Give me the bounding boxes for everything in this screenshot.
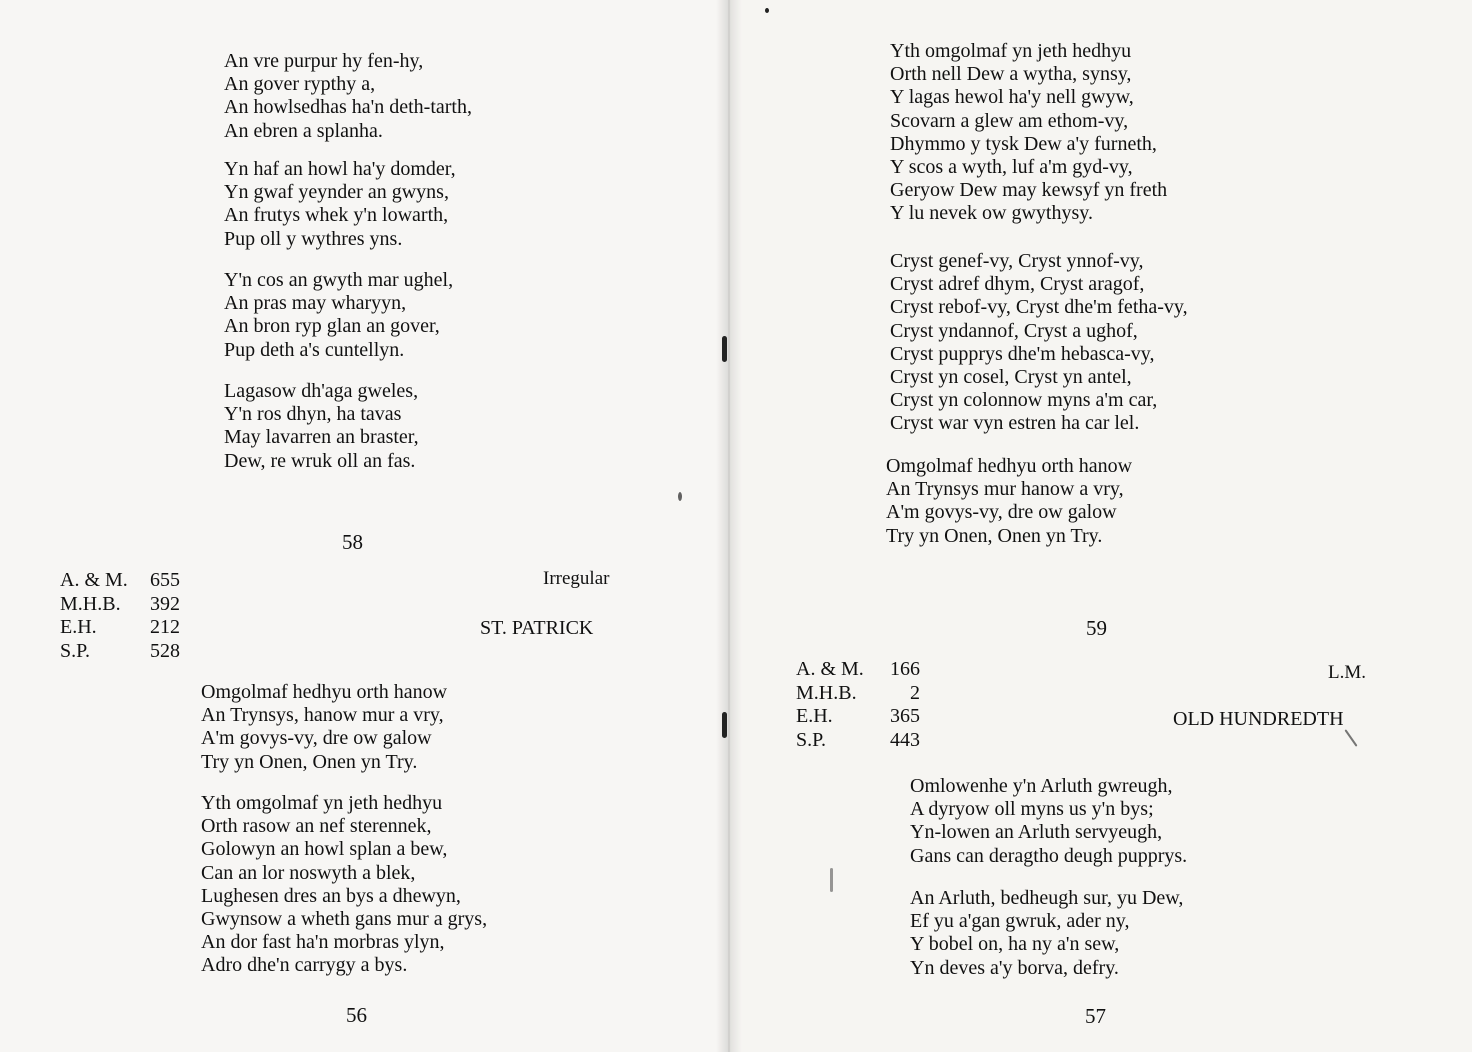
right-page [728, 0, 1472, 1052]
verse-line: Orth nell Dew a wytha, synsy, [890, 63, 1132, 86]
hymnbook-ref [60, 569, 180, 593]
left-top-verse-4 [224, 380, 419, 473]
hymnbook-name: S.P. [60, 639, 91, 662]
right-bottom-verse-1 [910, 775, 1187, 868]
verse-line: Cryst genef-vy, Cryst ynnof-vy, [890, 250, 1144, 272]
verse-line: Adro dhe'n carrygy a bys. [201, 954, 408, 977]
right-bottom-verse-2 [910, 887, 1183, 980]
right-top-verse-3 [886, 455, 1132, 548]
left-top-verse-2 [224, 158, 456, 251]
hymnbook-ref [796, 705, 920, 729]
verse-line: Y'n ros dhyn, ha tavas [224, 403, 402, 426]
verse-line: A dyryow oll myns us y'n bys; [910, 798, 1154, 821]
verse-line: An howlsedhas ha'n deth-tarth, [224, 96, 472, 119]
verse-line: Can an lor noswyth a blek, [201, 861, 416, 884]
page-number: 58 [342, 530, 363, 554]
verse-line: Yn haf an howl ha'y domder, [224, 158, 456, 180]
hymnbook-name: E.H. [796, 705, 833, 728]
verse-line: Cryst yn colonnow myns a'm car, [890, 389, 1158, 412]
verse-line: Geryow Dew may kewsyf yn freth [890, 179, 1168, 202]
hymn-meter: L.M. [1328, 662, 1366, 683]
hymnbook-ref [60, 640, 180, 664]
page-number: 56 [346, 1003, 367, 1027]
scan-speck [678, 492, 682, 501]
verse-line: Cryst adref dhym, Cryst aragof, [890, 273, 1145, 296]
verse-line: An dor fast ha'n morbras ylyn, [201, 931, 445, 954]
verse-line: Y lagas hewol ha'y nell gwyw, [890, 86, 1134, 109]
hymnbook-ref [796, 729, 920, 753]
verse-line: Pup deth a's cuntellyn. [224, 338, 405, 361]
verse-line: Omgolmaf hedhyu orth hanow [201, 681, 448, 703]
hymn-number: 655 [150, 569, 180, 591]
verse-line: An ebren a splanha. [224, 119, 383, 142]
verse-line: Try yn Onen, Onen yn Try. [201, 750, 418, 773]
verse-line: An Arluth, bedheugh sur, yu Dew, [910, 887, 1184, 909]
verse-line: Cryst war vyn estren ha car lel. [890, 412, 1140, 435]
verse-line: Y bobel on, ha ny a'n sew, [910, 933, 1120, 956]
verse-line: Ef yu a'gan gwruk, ader ny, [910, 910, 1130, 933]
binding-mark [722, 336, 727, 362]
verse-line: An gover rypthy a, [224, 73, 376, 96]
verse-line: Omlowenhe y'n Arluth gwreugh, [910, 775, 1173, 797]
verse-line: Y'n cos an gwyth mar ughel, [224, 269, 454, 291]
verse-line: Cryst rebof-vy, Cryst dhe'm fetha-vy, [890, 296, 1188, 319]
hymn-number: 2 [910, 681, 920, 704]
hymnbook-name: E.H. [60, 616, 97, 639]
verse-line: May lavarren an braster, [224, 426, 419, 449]
verse-line: Omgolmaf hedhyu orth hanow [886, 455, 1133, 477]
hymnbook-ref [796, 682, 920, 706]
verse-line: Dew, re wruk oll an fas. [224, 449, 416, 472]
hymnbook-name: S.P. [796, 728, 827, 751]
right-top-verse-1 [890, 40, 1167, 226]
hymn-number: 365 [890, 705, 920, 728]
verse-line: A'm govys-vy, dre ow galow [886, 501, 1117, 524]
hymnbook-references [796, 658, 920, 752]
hymn-tune-name: OLD HUNDREDTH [1173, 708, 1344, 730]
left-top-verse-1 [224, 50, 472, 143]
verse-line: An Trynsys mur hanow a vry, [886, 478, 1124, 501]
hymnbook-name: M.H.B. [796, 681, 857, 704]
verse-line: Yn deves a'y borva, defry. [910, 956, 1119, 979]
hymn-tune-name: ST. PATRICK [480, 617, 594, 639]
verse-line: An pras may wharyyn, [224, 292, 407, 315]
verse-line: Gwynsow a wheth gans mur a grys, [201, 907, 488, 930]
verse-line: Yth omgolmaf yn jeth hedhyu [890, 40, 1132, 62]
hymnbook-name: M.H.B. [60, 592, 121, 615]
page-number: 59 [1086, 616, 1107, 640]
verse-line: Scovarn a glew am ethom-vy, [890, 109, 1129, 132]
scan-speck [830, 868, 833, 892]
verse-line: An frutys whek y'n lowarth, [224, 204, 449, 227]
page-number: 57 [1085, 1004, 1106, 1028]
verse-line: Cryst yn cosel, Cryst yn antel, [890, 365, 1132, 388]
verse-line: A'm govys-vy, dre ow galow [201, 727, 432, 750]
hymn-number: 528 [150, 639, 180, 662]
verse-line: Yth omgolmaf yn jeth hedhyu [201, 792, 443, 814]
hymnbook-name: A. & M. [796, 658, 864, 680]
verse-line: Y lu nevek ow gwythysy. [890, 202, 1093, 225]
verse-line: Y scos a wyth, luf a'm gyd-vy, [890, 155, 1133, 178]
book-gutter [716, 0, 742, 1052]
scan-speck [1344, 729, 1357, 747]
verse-line: Golowyn an howl splan a bew, [201, 838, 448, 861]
verse-line: An vre purpur hy fen-hy, [224, 50, 424, 72]
verse-line: Yn-lowen an Arluth servyeugh, [910, 821, 1163, 844]
verse-line: An bron ryp glan an gover, [224, 315, 440, 338]
hymnbook-ref [60, 616, 180, 640]
left-bottom-verse-2 [201, 792, 487, 978]
hymnbook-ref [796, 658, 920, 682]
verse-line: Cryst yndannof, Cryst a ughof, [890, 319, 1138, 342]
verse-line: Gans can deragtho deugh pupprys. [910, 844, 1188, 867]
verse-line: Yn gwaf yeynder an gwyns, [224, 181, 449, 204]
hymn-meter: Irregular [543, 568, 610, 589]
verse-line: Lughesen dres an bys a dhewyn, [201, 884, 461, 907]
verse-line: Cryst pupprys dhe'm hebasca-vy, [890, 342, 1155, 365]
hymnbook-name: A. & M. [60, 569, 128, 591]
left-page [0, 0, 728, 1052]
left-top-verse-3 [224, 269, 453, 362]
verse-line: Lagasow dh'aga gweles, [224, 380, 419, 402]
hymn-number: 443 [890, 728, 920, 751]
verse-line: Orth rasow an nef sterennek, [201, 815, 432, 838]
hymn-number: 392 [150, 592, 180, 615]
verse-line: Pup oll y wythres yns. [224, 227, 403, 250]
hymnbook-ref [60, 593, 180, 617]
hymn-number: 212 [150, 616, 180, 639]
verse-line: An Trynsys, hanow mur a vry, [201, 704, 444, 727]
binding-mark [722, 712, 727, 738]
verse-line: Dhymmo y tysk Dew a'y furneth, [890, 132, 1157, 155]
scan-speck [765, 8, 769, 13]
verse-line: Try yn Onen, Onen yn Try. [886, 524, 1103, 547]
left-bottom-verse-1 [201, 681, 447, 774]
hymnbook-references [60, 569, 180, 663]
right-top-verse-2 [890, 250, 1188, 436]
hymn-number: 166 [890, 658, 920, 680]
